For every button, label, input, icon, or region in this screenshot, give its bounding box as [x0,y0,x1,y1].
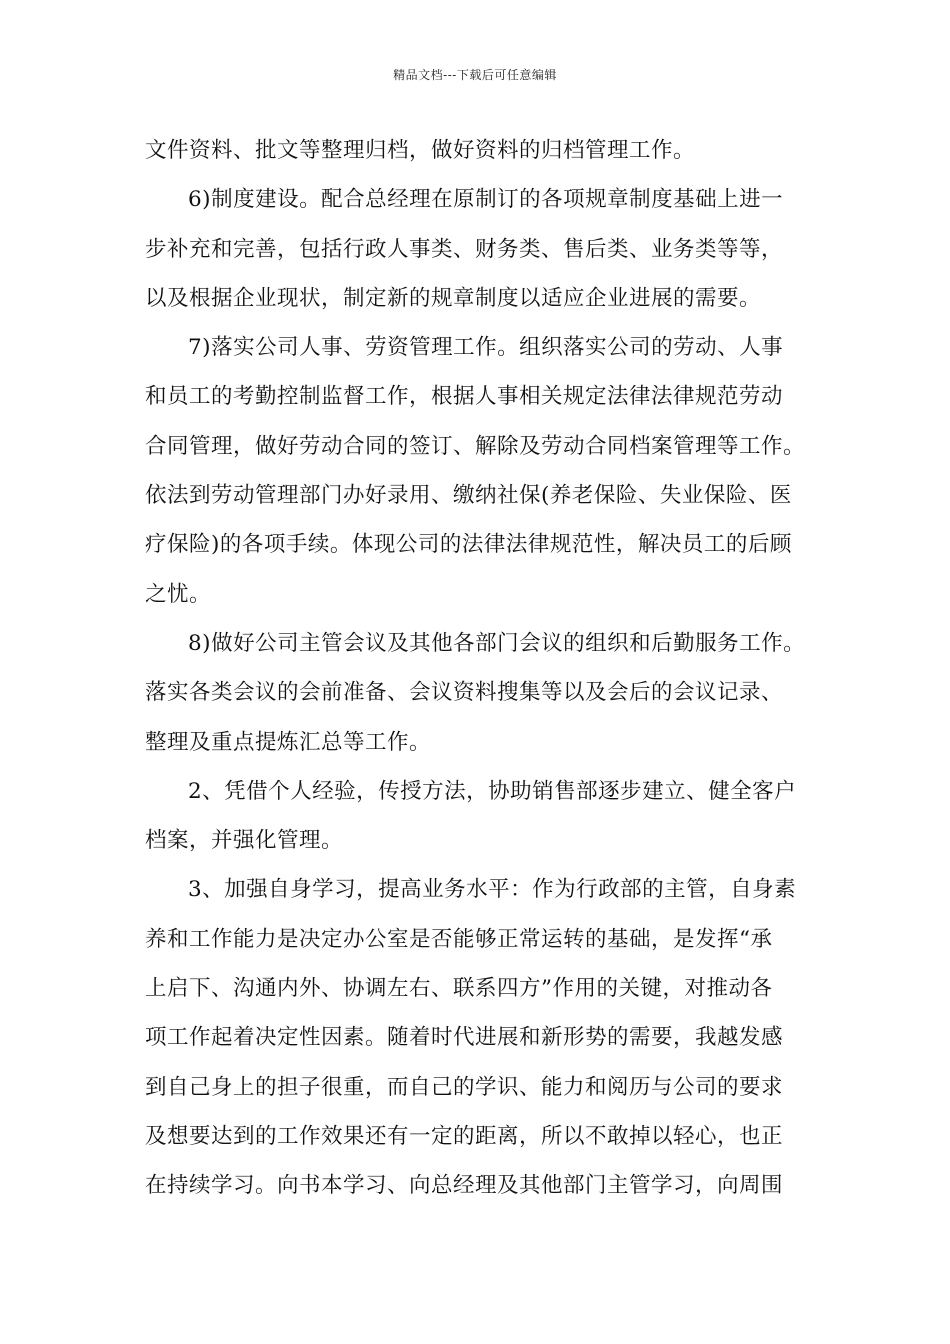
text-line: 和员工的考勤控制监督工作，根据人事相关规定法律法律规范劳动 [145,384,784,410]
text-line: 之忧。 [145,581,212,607]
text-line: 落实各类会议的会前准备、会议资料搜集等以及会后的会议记录、 [145,680,784,706]
text-line: 3、加强自身学习，提高业务水平：作为行政部的主管，自身素 [188,877,797,903]
text-line: 依法到劳动管理部门办好录用、缴纳社保(养老保险、失业保险、医 [145,483,792,509]
text-line: 整理及重点提炼汇总等工作。 [145,729,432,755]
text-line: 6)制度建设。配合总经理在原制订的各项规章制度基础上进一 [188,187,784,213]
text-line: 在持续学习。向书本学习、向总经理及其他部门主管学习，向周围 [145,1173,784,1199]
page-header: 精品文档---下载后可任意编辑 [393,68,557,82]
text-line: 疗保险)的各项手续。体现公司的法律法律规范性，解决员工的后顾 [145,532,792,558]
text-line: 步补充和完善，包括行政人事类、财务类、售后类、业务类等等， [145,236,784,262]
text-line: 2、凭借个人经验，传授方法，协助销售部逐步建立、健全客户 [188,778,797,804]
text-line: 上启下、沟通内外、协调左右、联系四方”作用的关键，对推动各 [145,976,773,1002]
text-line: 养和工作能力是决定办公室是否能够正常运转的基础，是发挥“承 [145,926,773,952]
document-body [145,130,820,1215]
text-line: 合同管理，做好劳动合同的签订、解除及劳动合同档案管理等工作。 [145,433,806,459]
text-line: 到自己身上的担子很重，而自己的学识、能力和阅历与公司的要求 [145,1074,784,1100]
text-line: 项工作起着决定性因素。随着时代进展和新形势的需要，我越发感 [145,1025,784,1051]
text-line: 档案，并强化管理。 [145,828,344,854]
text-line: 8)做好公司主管会议及其他各部门会议的组织和后勤服务工作。 [188,630,806,656]
text-line: 以及根据企业现状，制定新的规章制度以适应企业进展的需要。 [145,285,762,311]
text-line: 文件资料、批文等整理归档，做好资料的归档管理工作。 [145,138,696,163]
text-line: 及想要达到的工作效果还有一定的距离，所以不敢掉以轻心，也正 [145,1123,784,1149]
text-line: 7)落实公司人事、劳资管理工作。组织落实公司的劳动、人事 [188,335,784,361]
